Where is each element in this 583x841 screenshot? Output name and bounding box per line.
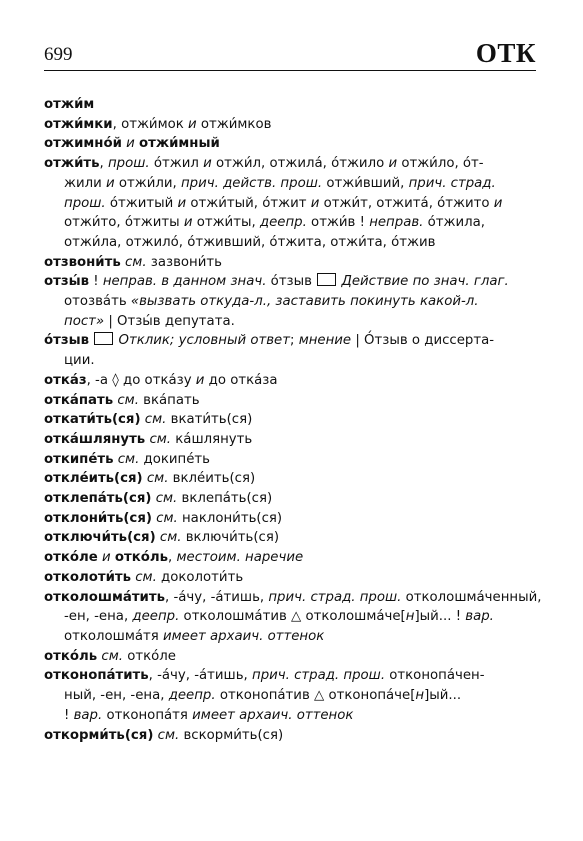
entry-otzhimki <box>44 115 539 135</box>
line <box>44 686 539 706</box>
entry-text: ! <box>64 707 74 723</box>
grammar-label: имеет архаич. оттенок <box>192 707 354 723</box>
line <box>44 371 539 391</box>
running-header <box>44 38 536 68</box>
entry-otkole <box>44 548 539 568</box>
entry-otkatit <box>44 410 539 430</box>
entry-otkipet <box>44 450 539 470</box>
grammar-label: и <box>188 116 197 132</box>
headword: отклепа́ть(ся) <box>44 491 152 507</box>
line <box>44 312 539 332</box>
running-headword: ОТК <box>475 38 536 68</box>
grammar-label: см. <box>101 648 123 664</box>
grammar-label: «вызвать откуда-л., заставить покинуть какой-л. <box>130 294 479 310</box>
headword: о́тзыв <box>44 333 90 349</box>
entry-text: отжи́тый, о́тжит <box>186 195 311 211</box>
entry-otklonit <box>44 509 539 529</box>
headword: откати́ть(ся) <box>44 412 141 428</box>
entry-otzyv-2 <box>44 331 539 370</box>
entry-text: о́тжил <box>149 156 204 172</box>
entry-text: жили <box>64 175 106 191</box>
entry-otzvonit <box>44 253 539 273</box>
entry-text: отжи́вший, <box>322 175 409 191</box>
headword: откорми́ть(ся) <box>44 727 154 743</box>
headword: отко́ль <box>44 648 98 664</box>
headword: отзы́в <box>44 274 90 290</box>
grammar-label: прич. страд. <box>408 175 496 191</box>
grammar-label: и <box>493 195 503 211</box>
entry-otkoloshmatit <box>44 588 542 647</box>
entry-text: до отка́за <box>204 372 278 388</box>
line <box>44 292 539 312</box>
grammar-label: местоим. наречие <box>176 550 304 566</box>
headword: отка́шлянуть <box>44 431 146 447</box>
line <box>44 489 539 509</box>
grammar-label: н <box>415 688 425 704</box>
entry-text <box>89 333 93 348</box>
grammar-label: неправ. в данном знач. <box>102 274 267 290</box>
line <box>44 253 539 273</box>
line <box>44 391 539 411</box>
grammar-label: и <box>183 215 193 231</box>
line <box>44 351 539 371</box>
grammar-label: Отклик; условный ответ <box>118 333 290 349</box>
headword: отжи́мки <box>44 116 113 132</box>
entry-text: отжи́ла, отжило́, о́тживший, о́тжита, отжи́та, о́тжив <box>64 234 436 250</box>
entry-otzhim <box>44 95 539 115</box>
entry-text: вкати́ть(ся) <box>166 412 253 428</box>
line <box>44 154 539 174</box>
headword: отжимно́й <box>44 136 122 152</box>
entry-text: наклони́ть(ся) <box>177 510 283 526</box>
entry-text: отжи́ли, <box>114 175 181 191</box>
entry-text: отжи́т, отжита́, о́тжито <box>319 195 494 211</box>
entry-text: отжи́в ! <box>306 215 370 231</box>
entry-text: включи́ть(ся) <box>181 530 280 546</box>
line <box>44 410 539 430</box>
grammar-label: и <box>388 156 398 172</box>
entry-text: вклепа́ть(ся) <box>177 491 273 507</box>
grammar-label: см. <box>156 510 178 526</box>
line <box>44 726 539 746</box>
entry-text: о́тжитый <box>105 195 178 211</box>
entry-text: зазвони́ть <box>146 254 222 270</box>
headword: откле́ить(ся) <box>44 471 143 487</box>
entry-text: -ен, -ена, <box>64 609 133 625</box>
entry-otkonopatit <box>44 666 539 725</box>
entry-otkol <box>44 647 539 667</box>
entry-text: отжи́л, отжила́, о́тжило <box>211 156 389 172</box>
entry-text: , -а́чу, -а́тишь, <box>148 668 252 684</box>
headword: отзвони́ть <box>44 254 121 270</box>
entry-text: отконопа́тив △ отконопа́че[ <box>215 688 416 704</box>
header-rule <box>44 70 536 71</box>
grammar-label: см. <box>124 254 147 270</box>
entry-text: ный, -ен, -ена, <box>64 688 169 704</box>
entry-text: отозва́ть <box>64 294 131 310</box>
entry-otzhimnoy <box>44 134 539 154</box>
entry-text: отколошма́тя <box>64 628 163 644</box>
grammar-label: прош. <box>107 156 150 172</box>
grammar-label: деепр. <box>168 688 216 704</box>
line <box>44 568 539 588</box>
entry-text: , <box>99 156 108 172</box>
line <box>44 174 539 194</box>
entry-otklepat <box>44 489 539 509</box>
entry-otkashlyanut <box>44 430 539 450</box>
grammar-label: и <box>97 550 115 566</box>
line <box>44 213 539 233</box>
headword: отжи́мный <box>139 136 220 152</box>
entry-text: , -а ◊ до отка́зу <box>86 372 196 388</box>
entry-text: отко́ле <box>122 648 176 664</box>
headword: отжи́м <box>44 97 95 112</box>
entry-text: о́тжила, <box>423 215 486 231</box>
entry-text: | Отзы́в депутата. <box>104 313 235 329</box>
entry-text: ]ый... ! <box>414 609 466 625</box>
entry-text: отколошма́тив △ отколошма́че[ <box>179 609 406 625</box>
headword: отконопа́тить <box>44 668 149 684</box>
headword: отклони́ть(ся) <box>44 510 152 526</box>
headword: отколоти́ть <box>44 569 132 585</box>
grammar-label: см. <box>146 471 169 487</box>
grammar-label: имеет архаич. оттенок <box>163 628 325 644</box>
grammar-label: деепр. <box>259 215 307 231</box>
entry-text: вкле́ить(ся) <box>168 471 256 487</box>
entry-otklyuchit <box>44 528 539 548</box>
line <box>44 134 539 154</box>
grammar-label: неправ. <box>369 215 424 231</box>
line <box>44 95 539 115</box>
entry-otkormit <box>44 726 539 746</box>
entry-text: отжи́ты, <box>192 215 260 231</box>
entry-text: , -а́чу, -а́тишь, <box>164 589 269 605</box>
entry-text: отжи́мков <box>196 116 272 132</box>
entry-text: , <box>168 550 177 566</box>
headword: отключи́ть(ся) <box>44 530 156 546</box>
line <box>44 548 539 568</box>
line <box>44 706 539 726</box>
line <box>44 233 539 253</box>
entry-otzyv-1 <box>44 272 539 331</box>
grammar-label: пост» <box>64 313 105 329</box>
square-mark-icon <box>94 332 113 345</box>
entry-text: о́тзыв <box>266 274 317 290</box>
entry-otkaz <box>44 371 539 391</box>
line <box>44 607 539 627</box>
entry-text: докипе́ть <box>139 451 211 467</box>
entry-text: отколошма́ченный, <box>401 589 542 605</box>
grammar-label: и <box>121 136 140 152</box>
grammar-label: см. <box>135 569 157 585</box>
square-mark-icon <box>317 273 336 286</box>
page-number: 699 <box>44 44 73 65</box>
entry-text: ]ый... <box>424 688 462 704</box>
line <box>44 647 539 667</box>
entry-otkolotit <box>44 568 539 588</box>
grammar-label: прич. страд. прош. <box>252 668 386 684</box>
entry-text: ции. <box>64 353 95 369</box>
line <box>44 450 539 470</box>
grammar-label: Действие по знач. глаг. <box>341 274 509 290</box>
grammar-label: см. <box>149 431 172 447</box>
line <box>44 666 539 686</box>
grammar-label: см. <box>157 727 180 743</box>
grammar-label: вар. <box>73 707 103 723</box>
grammar-label: вар. <box>465 609 494 625</box>
entry-text: отжи́ло, о́т- <box>397 156 484 172</box>
line <box>44 528 539 548</box>
grammar-label: и <box>310 195 320 211</box>
entry-otzhit <box>44 154 539 253</box>
entry-text: | О́тзыв о диссерта- <box>351 333 495 349</box>
line <box>44 588 542 608</box>
line <box>44 194 539 214</box>
headword: отколошма́тить <box>44 589 165 605</box>
line <box>44 272 539 292</box>
entry-text: , отжи́мок <box>112 116 188 132</box>
line <box>44 115 539 135</box>
grammar-label: см. <box>144 412 167 428</box>
entry-text: вка́пать <box>138 392 200 408</box>
entry-text: вскорми́ть(ся) <box>179 727 284 743</box>
line <box>44 469 539 489</box>
grammar-label: и <box>203 156 212 172</box>
line <box>44 627 539 647</box>
entry-otkapat <box>44 391 539 411</box>
line <box>44 430 539 450</box>
line <box>44 509 539 529</box>
entry-text: отконопа́чен- <box>385 668 485 684</box>
grammar-label: и <box>195 372 205 388</box>
entry-otkleit <box>44 469 539 489</box>
grammar-label: см. <box>155 491 178 507</box>
headword: откипе́ть <box>44 451 114 467</box>
grammar-label: и <box>177 195 187 211</box>
entry-text: отжи́то, о́тжиты <box>64 215 184 231</box>
entry-text: доколоти́ть <box>156 569 244 585</box>
grammar-label: прич. действ. прош. <box>180 175 323 191</box>
line <box>44 331 539 351</box>
headword: отка́пать <box>44 392 114 408</box>
headword: отко́ле <box>44 550 98 566</box>
grammar-label: прош. <box>64 195 106 211</box>
grammar-label: и <box>106 175 115 191</box>
grammar-label: см. <box>159 530 182 546</box>
grammar-label: деепр. <box>132 609 180 625</box>
entry-text: ! <box>89 274 103 290</box>
entry-text: отконопа́тя <box>102 707 193 723</box>
grammar-label: см. <box>117 451 140 467</box>
entry-text: ; <box>289 333 299 349</box>
headword: отка́з <box>44 372 87 388</box>
grammar-label: н <box>405 609 415 625</box>
grammar-label: мнение <box>298 333 352 349</box>
grammar-label: прич. страд. прош. <box>268 589 402 605</box>
dictionary-body <box>44 95 542 745</box>
entry-text: ка́шлянуть <box>171 431 253 447</box>
grammar-label: см. <box>117 392 139 408</box>
headword: откóль <box>114 550 169 566</box>
headword: отжи́ть <box>44 156 100 172</box>
